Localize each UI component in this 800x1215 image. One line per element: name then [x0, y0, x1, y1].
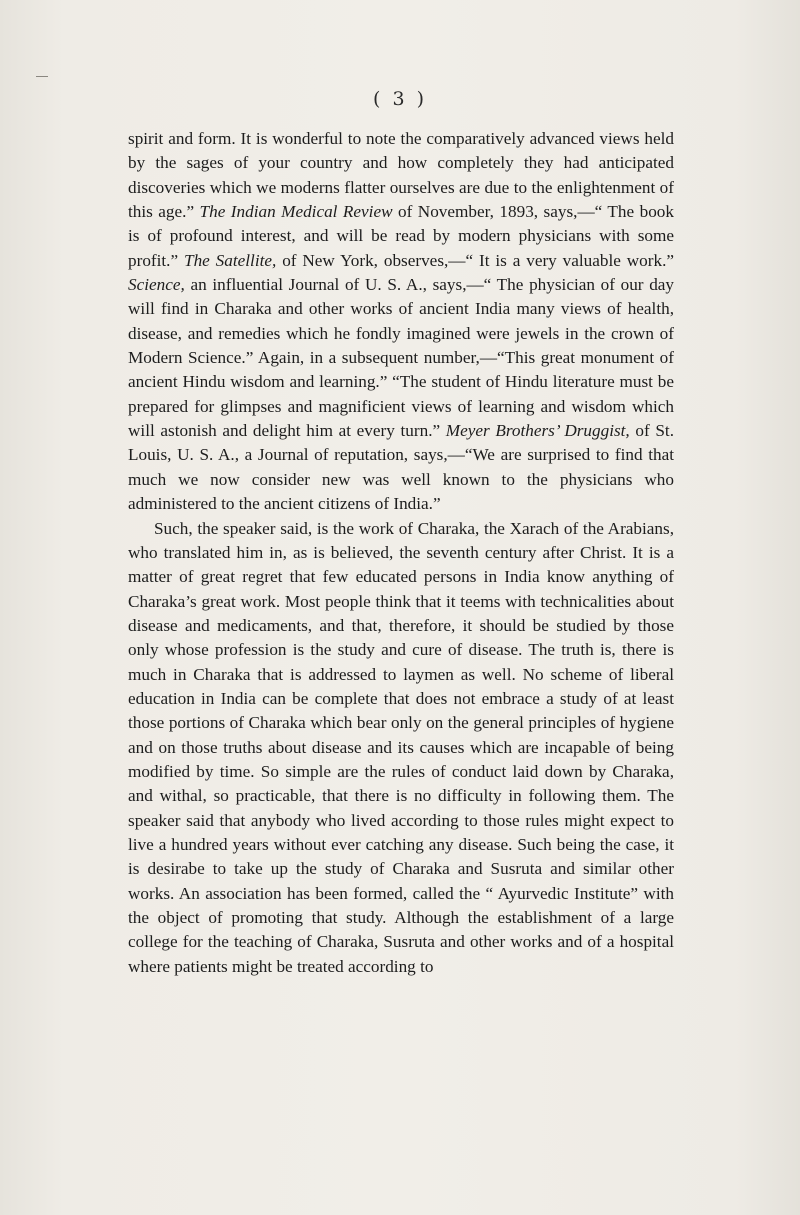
italic-title-satellite: The Satellite, — [184, 250, 277, 270]
margin-mark — [36, 76, 48, 77]
page-number: ( 3 ) — [373, 88, 427, 110]
italic-title-indian-medical-review: The Indian Medical Review — [199, 202, 393, 222]
paragraph-quotations — [128, 127, 674, 517]
text-run: of New York, observes,—“ It is a very valuable work.” — [282, 250, 675, 270]
paragraph-speaker: Such, the speaker said, is the work of Charaka, the Xarach of the Arabians, who translated him in, as is believed, the seventh century after Christ. It is a matter of great regret that few educated persons in India know anything of Charaka’s great work. Most people think that it teems with technicalities about disease and medicaments, and that, therefore, it should be studied by those only whose profession is the study and cure of disease. The truth is, there is much in Charaka that is addressed to laymen as well. No scheme of liberal education in India can be complete that does not embrace a study of at least those portions of Charaka which bear only on the general principles of hygiene and on those truths about disease and its causes which are incapable of being modified by time. So simple are the rules of conduct laid down by Charaka, and withal, so practicable, that there is no difficulty in following them. The speaker said that anybody who lived according to those rules might expect to live a hundred years without ever catching any disease. Such being the case, it is desirabe to take up the study of Charaka and Susruta and similar other works. An association has been formed, called the “ Ayurvedic Institute” with the object of promoting that study. Although the establishment of a large college for the teaching of Charaka, Susruta and other works and of a hospital where patients might be treated according to — [128, 518, 674, 976]
italic-title-meyer-brothers-druggist: Meyer Brothers’ Druggist, — [445, 421, 630, 441]
text-run: of St. Louis, U. S. A., a Journal of reputation, says,—“We are surprised to find that much we now consider new was well known to the physicians who administered to the ancient citizens of India.” — [128, 421, 674, 514]
text-run: spirit and form. It is wonderful to note the comparatively advanced views held by the sages of your country and how completely they had anticipated discoveries which we moderns flatter ourselves are due to the enlightenment of this age.” — [128, 129, 674, 222]
text-run: of November, 1893, says,—“ The book is of profound interest, and will be read by modern physicians with some profit.” — [128, 202, 674, 270]
text-run: an influential Journal of U. S. A., says,—“ The physician of our day will find in Charaka and other works of ancient India many views of health, disease, and remedies which he fondly imagined were jewels in the crown of Modern Science.” Again, in a subsequent number,—“This great monument of ancient Hindu wisdom and learning.” “The student of Hindu literature must be prepared for glimpses and magnificient views of learning and wisdom which will astonish and delight him at every turn.” — [128, 275, 675, 441]
body-text — [128, 127, 674, 979]
italic-title-science: Science, — [128, 275, 185, 295]
